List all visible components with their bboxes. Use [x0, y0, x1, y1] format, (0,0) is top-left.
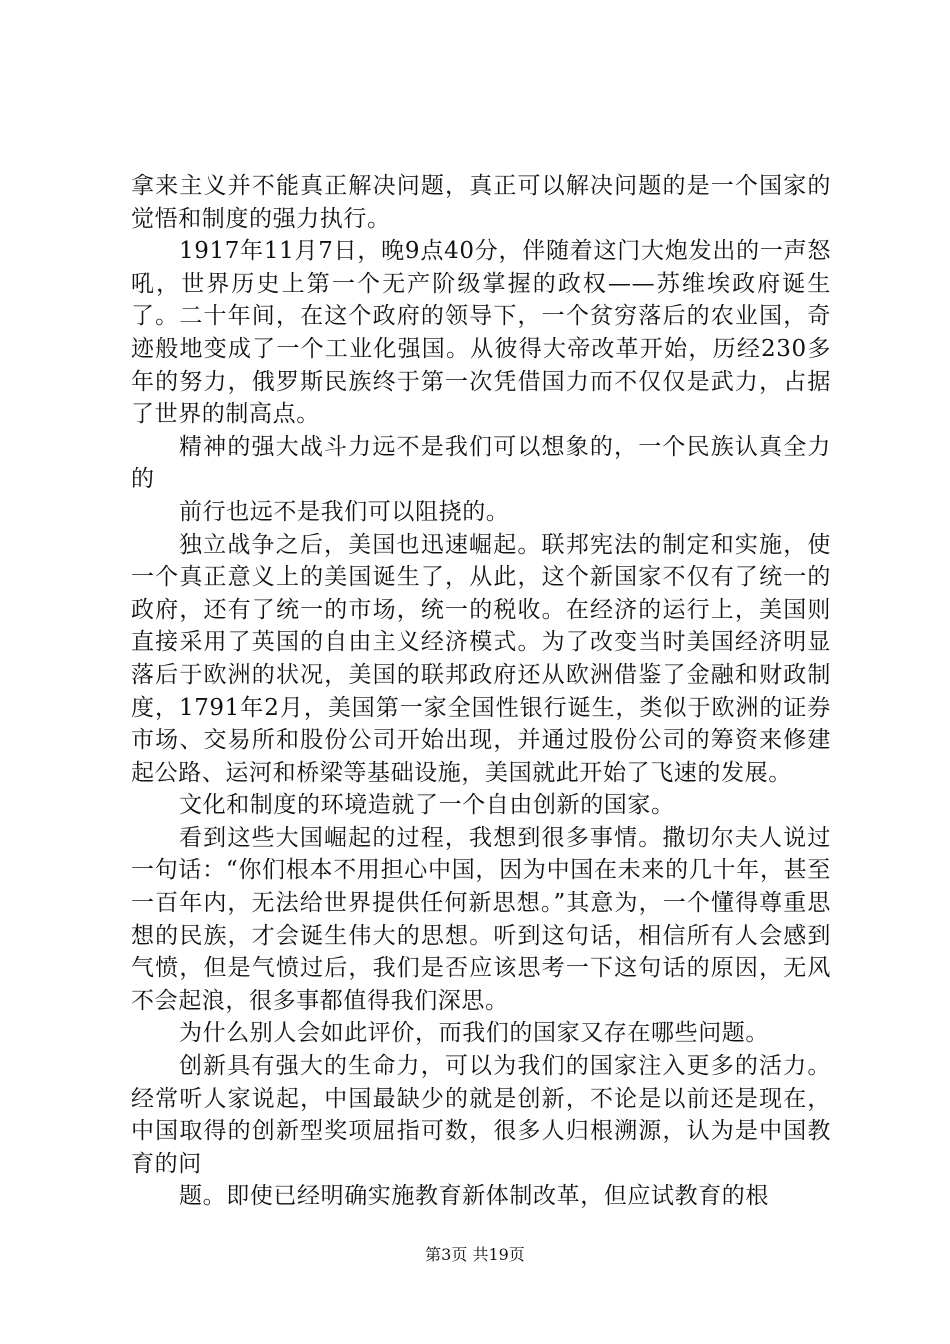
paragraph: 拿来主义并不能真正解决问题，真正可以解决问题的是一个国家的觉悟和制度的强力执行。 [131, 173, 831, 232]
page-number-footer: 第3页 共19页 [425, 1245, 525, 1264]
paragraph: 看到这些大国崛起的过程，我想到很多事情。撒切尔夫人说过一句话：“你们根本不用担心中国，因为中国在未来的几十年，甚至一百年内，无法给世界提供任何新思想。”其意为，一个懂得尊重思想的民族，才会诞生伟大的思想。听到这句话，相信所有人会感到气愤，但是气愤过后，我们是否应该思考一下这句话的原因，无风不会起浪，很多事都值得我们深思。 [131, 824, 831, 1014]
paragraph: 题。即使已经明确实施教育新体制改革，但应试教育的根 [179, 1183, 769, 1210]
paragraph: 1917年11月7日，晚9点40分，伴随着这门大炮发出的一声怒吼，世界历史上第一个无产阶级掌握的政权——苏维埃政府诞生了。二十年间，在这个政府的领导下，一个贫穷落后的农业国，奇迹般地变成了一个工业化强国。从彼得大帝改革开始，历经230多年的努力，俄罗斯民族终于第一次凭借国力而不仅仅是武力，占据了世界的制高点。 [131, 238, 831, 428]
paragraph: 精神的强大战斗力远不是我们可以想象的，一个民族认真全力的 [131, 433, 831, 493]
paragraph: 独立战争之后，美国也迅速崛起。联邦宪法的制定和实施，使一个真正意义上的美国诞生了，从此，这个新国家不仅有了统一的政府，还有了统一的市场，统一的税收。在经济的运行上，美国则直接采用了英国的自由主义经济模式。为了改变当时美国经济明显落后于欧洲的状况，美国的联邦政府还从欧洲借鉴了金融和财政制度，1791年2月，美国第一家全国性银行诞生，类似于欧洲的证券市场、交易所和股份公司开始出现，并通过股份公司的筹资来修建起公路、运河和桥梁等基础设施，美国就此开始了飞速的发展。 [131, 531, 831, 786]
paragraph: 创新具有强大的生命力，可以为我们的国家注入更多的活力。经常听人家说起，中国最缺少的就是创新，不论是以前还是现在，中国取得的创新型奖项屈指可数，很多人归根溯源，认为是中国教育的问 [131, 1053, 831, 1177]
paragraph: 为什么别人会如此评价，而我们的国家又存在哪些问题。 [179, 1020, 769, 1047]
paragraph: 前行也远不是我们可以阻挠的。 [179, 498, 510, 525]
body-text [131, 170, 831, 1213]
paragraph: 文化和制度的环境造就了一个自由创新的国家。 [179, 792, 675, 819]
